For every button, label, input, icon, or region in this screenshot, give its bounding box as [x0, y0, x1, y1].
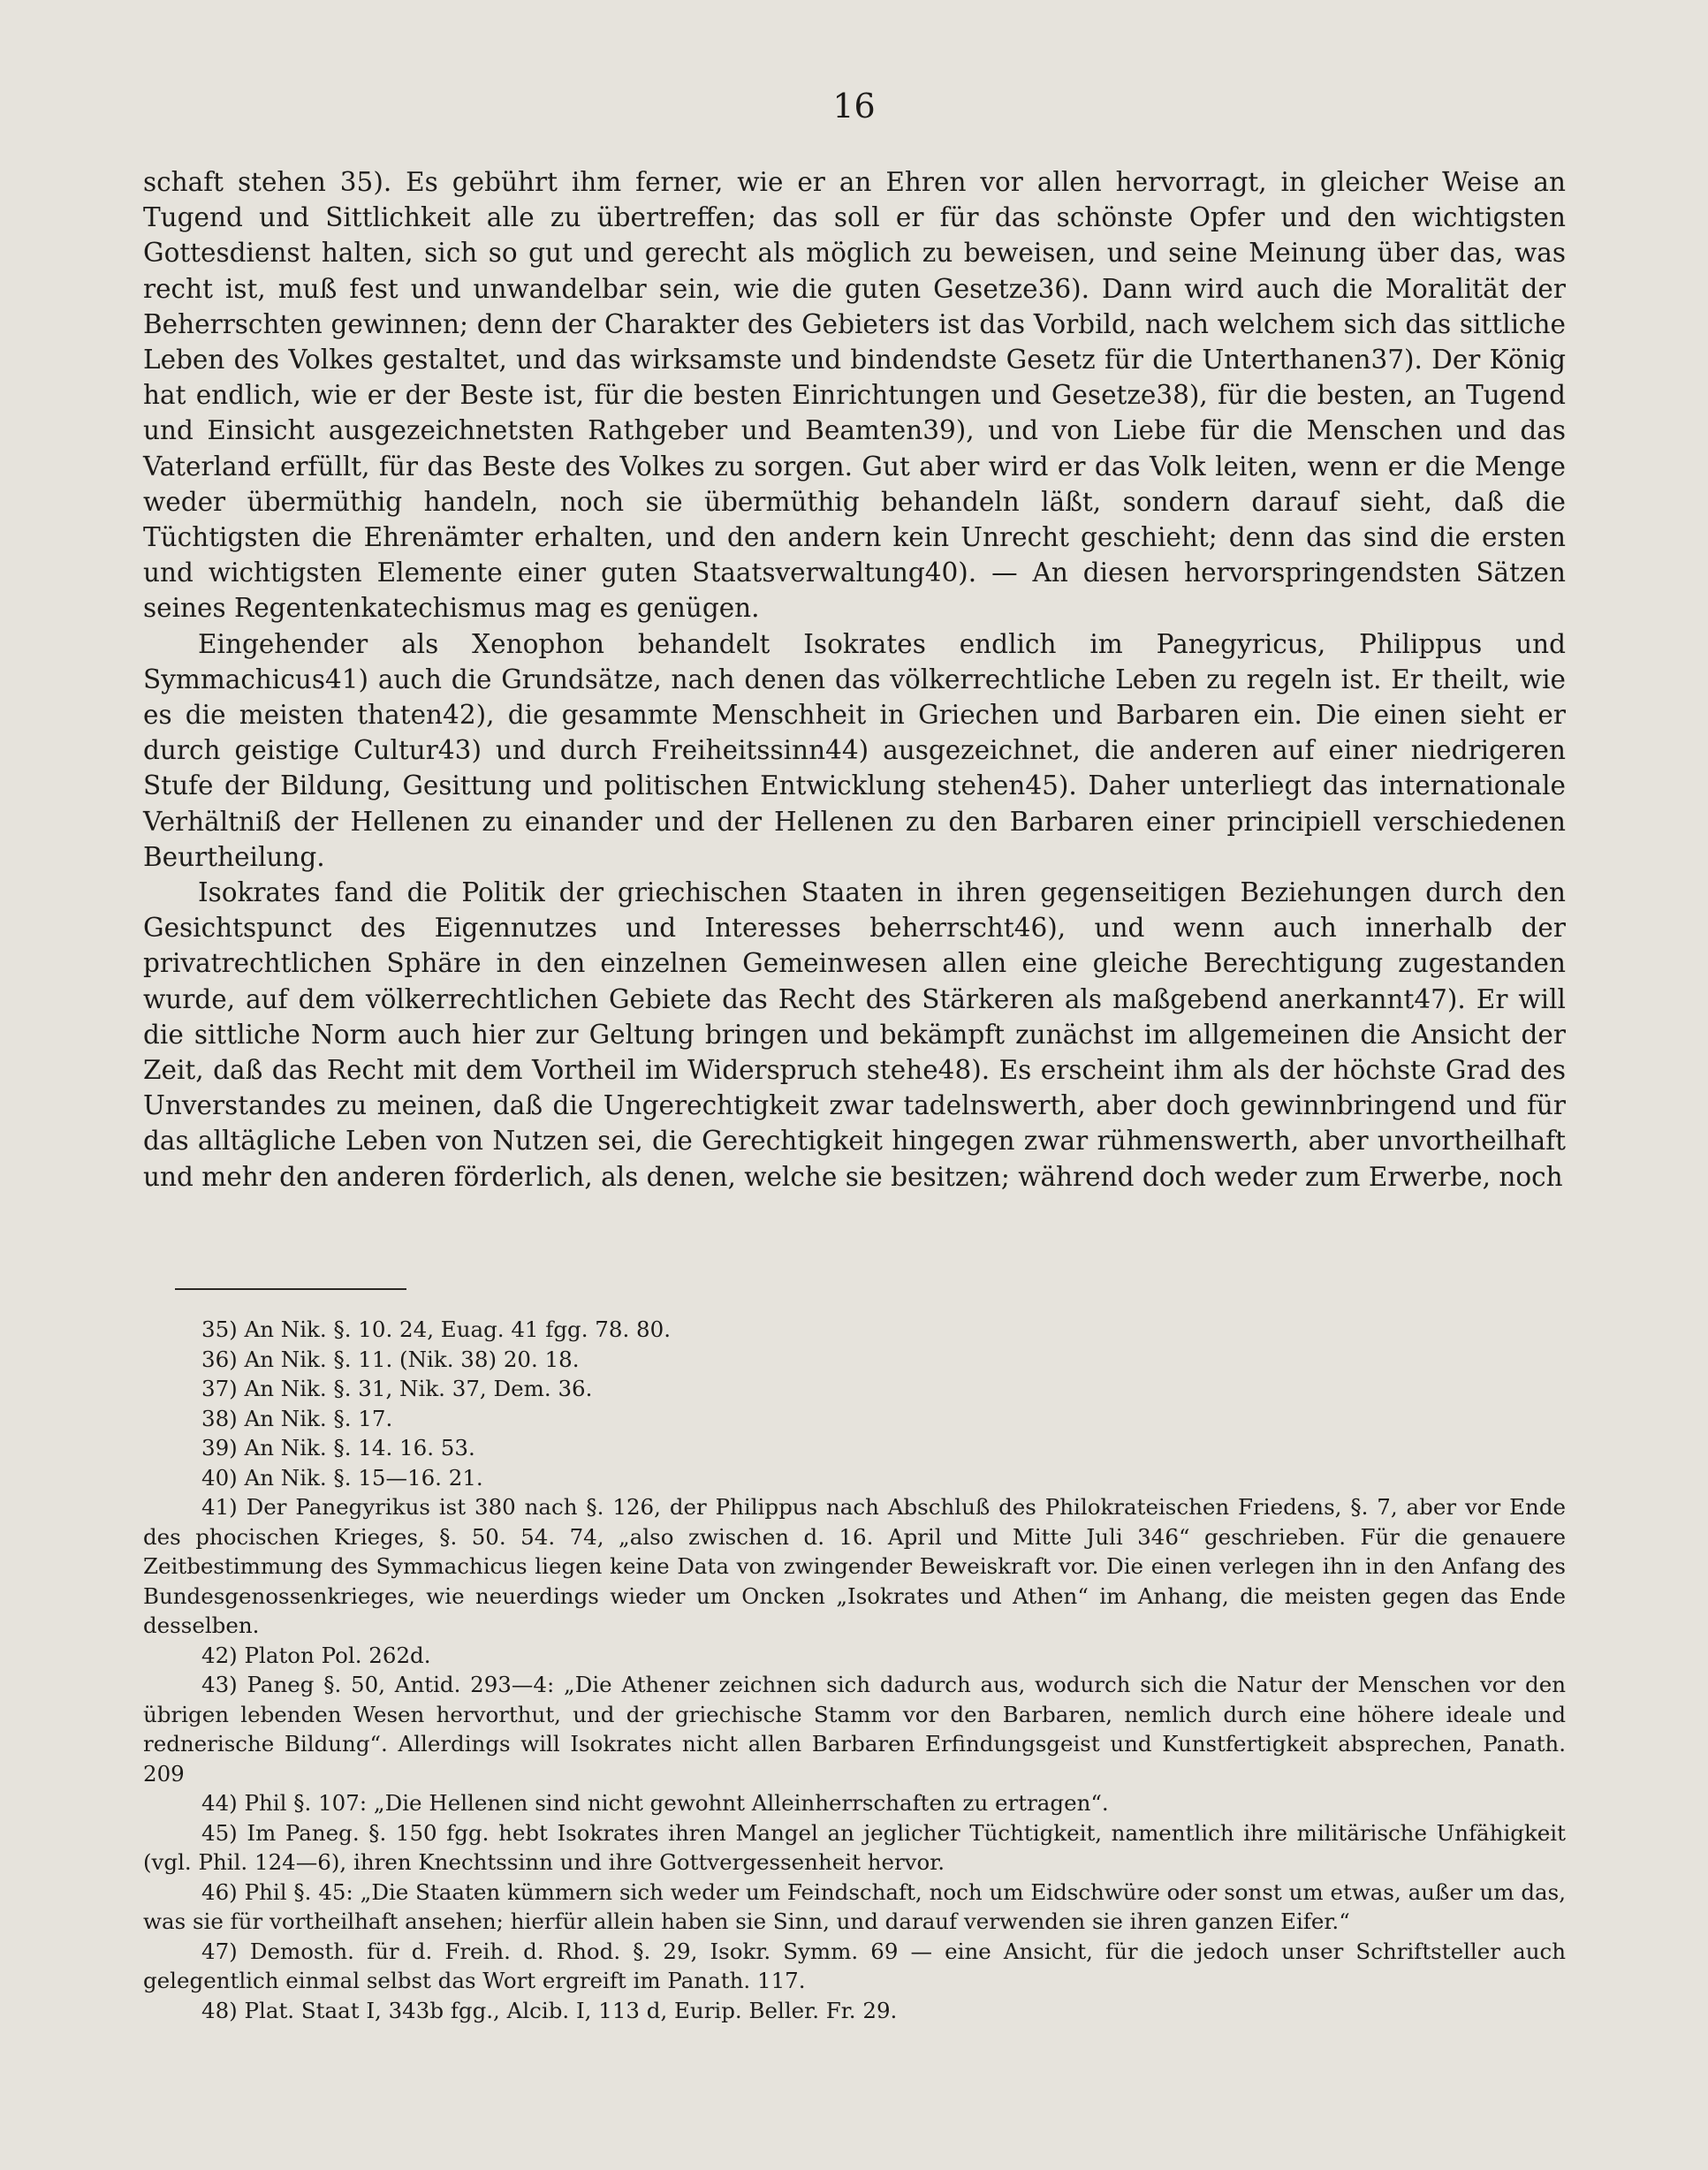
paragraph-3: Isokrates fand die Politik der griechischen Staaten in ihren gegenseitigen Beziehungen durch den Gesichtspunct des Eigennutzes und Interesses beherrscht46), und wenn auch innerhalb der privatrechtlichen Sphäre in den einzelnen Gemeinwesen allen eine gleiche Berechtigung zugestanden wurde, auf dem völkerrechtlichen Gebiete das Recht des Stärkeren als maßgebend anerkannt47). Er will die sittliche Norm auch hier zur Geltung bringen und bekämpft zunächst im allgemeinen die Ansicht der Zeit, daß das Recht mit dem Vortheil im Widerspruch stehe48). Es erscheint ihm als der höchste Grad des Unverstandes zu meinen, daß die Ungerechtigkeit zwar tadelnswerth, aber doch gewinnbringend und für das alltägliche Leben von Nutzen sei, die Gerechtigkeit hingegen zwar rühmenswerth, aber unvortheilhaft und mehr den anderen förderlich, als denen, welche sie besitzen; während doch weder zum Erwerbe, noch: [143, 877, 1566, 1192]
footnote-44: 44) Phil §. 107: „Die Hellenen sind nicht gewohnt Alleinherrschaften zu ertragen“.: [201, 1790, 1109, 1816]
footnote-42: 42) Platon Pol. 262d.: [201, 1642, 431, 1668]
footnote-40: 40) An Nik. §. 15—16. 21.: [201, 1464, 483, 1491]
footnote-48: 48) Plat. Staat I, 343b fgg., Alcib. I, 113 d, Eurip. Beller. Fr. 29.: [201, 1997, 898, 2023]
footnote-46: 46) Phil §. 45: „Die Staaten kümmern sich weder um Feindschaft, noch um Eidschwüre oder sonst um etwas, außer um das, was sie für vortheilhaft ansehen; hierfür allein haben sie Sinn, und darauf verwenden sie ihren ganzen Eifer.“: [143, 1878, 1566, 1934]
footnote-separator: [175, 1288, 406, 1290]
footnote-39: 39) An Nik. §. 14. 16. 53.: [201, 1435, 475, 1461]
footnote-41: 41) Der Panegyrikus ist 380 nach §. 126, der Philippus nach Abschluß des Philokrateischen Friedens, §. 7, aber vor Ende des phocischen Krieges, §. 50. 54. 74, „also zwischen d. 16. April und Mitte Juli 346“ geschrieben. Für die genauere Zeitbestimmung des Symmachicus liegen keine Data von zwingender Beweiskraft vor. Die einen verlegen ihn in den Anfang des Bundesgenossenkrieges, wie neuerdings wieder um Oncken „Isokrates und Athen“ im Anhang, die meisten gegen das Ende desselben.: [143, 1494, 1566, 1638]
footnote-38: 38) An Nik. §. 17.: [201, 1405, 393, 1431]
page-number: 16: [832, 87, 876, 125]
paragraph-1: schaft stehen 35). Es gebührt ihm ferner, wie er an Ehren vor allen hervorragt, in gleicher Weise an Tugend und Sittlichkeit alle zu übertreffen; das soll er für das schönste Opfer und den wichtigsten Gottesdienst halten, sich so gut und gerecht als möglich zu beweisen, und seine Meinung über das, was recht ist, muß fest und unwandelbar sein, wie die guten Gesetze36). Dann wird auch die Moralität der Beherrschten gewinnen; denn der Charakter des Gebieters ist das Vorbild, nach welchem sich das sittliche Leben des Volkes gestaltet, und das wirksamste und bindendste Gesetz für die Unterthanen37). Der König hat endlich, wie er der Beste ist, für die besten Einrichtungen und Gesetze38), für die besten, an Tugend und Einsicht ausgezeichnetsten Rathgeber und Beamten39), und von Liebe für die Menschen und das Vaterland erfüllt, für das Beste des Volkes zu sorgen. Gut aber wird er das Volk leiten, wenn er die Menge weder übermüthig handeln, noch sie übermüthig behandeln läßt, sondern darauf sieht, daß die Tüchtigsten die Ehrenämter erhalten, und den andern kein Unrecht geschieht; denn das sind die ersten und wichtigsten Elemente einer guten Staatsverwaltung40). — An diesen hervorspringendsten Sätzen seines Regentenkatechismus mag es genügen.: [143, 167, 1566, 624]
footnote-43: 43) Paneg §. 50, Antid. 293—4: „Die Athener zeichnen sich dadurch aus, wodurch sich die Natur der Menschen vor den übrigen lebenden Wesen hervorthut, und der griechische Stamm vor den Barbaren, nemlich durch eine höhere ideale und rednerische Bildung“. Allerdings will Isokrates nicht allen Barbaren Erfindungsgeist und Kunstfertigkeit absprechen, Panath. 209: [143, 1672, 1566, 1787]
footnote-35: 35) An Nik. §. 10. 24, Euag. 41 fgg. 78. 80.: [201, 1316, 672, 1342]
footnote-36: 36) An Nik. §. 11. (Nik. 38) 20. 18.: [201, 1346, 580, 1372]
footnote-45: 45) Im Paneg. §. 150 fgg. hebt Isokrates ihren Mangel an jeglicher Tüchtigkeit, namentlich ihre militärische Unfähigkeit (vgl. Phil. 124—6), ihren Knechtssinn und ihre Gottvergessenheit hervor.: [143, 1819, 1566, 1875]
paragraph-2: Eingehender als Xenophon behandelt Isokrates endlich im Panegyricus, Philippus und Symmachicus41) auch die Grundsätze, nach denen das völkerrechtliche Leben zu regeln ist. Er theilt, wie es die meisten thaten42), die gesammte Menschheit in Griechen und Barbaren ein. Die einen sieht er durch geistige Cultur43) und durch Freiheitssinn44) ausgezeichnet, die anderen auf einer niedrigeren Stufe der Bildung, Gesittung und politischen Entwicklung stehen45). Daher unterliegt das internationale Verhältniß der Hellenen zu einander und der Hellenen zu den Barbaren einer principiell verschiedenen Beurtheilung.: [143, 628, 1566, 872]
footnote-37: 37) An Nik. §. 31, Nik. 37, Dem. 36.: [201, 1376, 593, 1401]
footnotes: [143, 1315, 1566, 2025]
footnote-47: 47) Demosth. für d. Freih. d. Rhod. §. 29, Isokr. Symm. 69 — eine Ansicht, für die jedoch unser Schriftsteller auch gelegentlich einmal selbst das Wort ergreift im Panath. 117.: [143, 1938, 1566, 1993]
main-text: [143, 164, 1566, 1195]
